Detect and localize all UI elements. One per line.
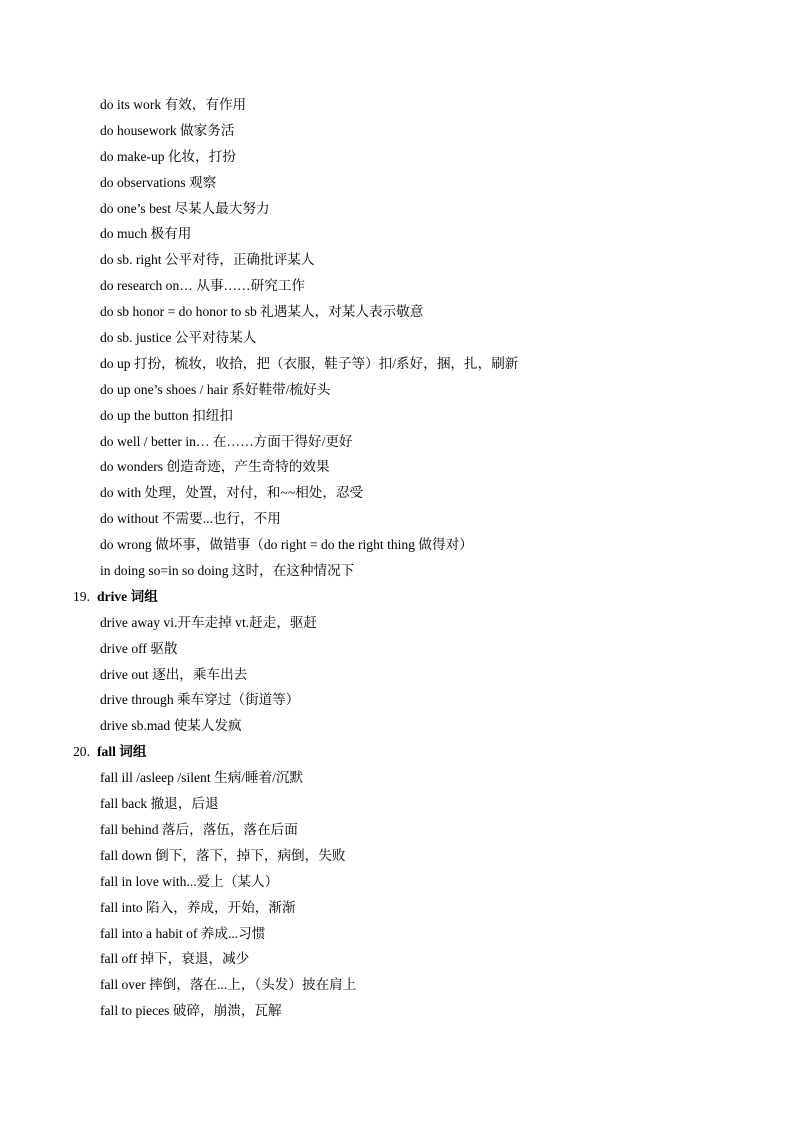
list-item: fall in love with...爱上（某人） — [100, 873, 279, 889]
list-item: do up one’s shoes / hair 系好鞋带/梳好头 — [100, 381, 331, 397]
list-item: drive away vi.开车走掉 vt.赶走，驱赶 — [100, 614, 318, 630]
list-item: do its work 有效，有作用 — [100, 97, 247, 112]
list-item: do make-up 化妆，打扮 — [100, 148, 236, 164]
list-item: do up the button 扣纽扣 — [100, 407, 233, 423]
list-item: do housework 做家务活 — [100, 122, 235, 138]
section-heading-fall — [0, 739, 800, 765]
list-item: fall over 摔倒，落在...上，（头发）披在肩上 — [100, 977, 357, 993]
list-item: fall back 撤退，后退 — [100, 796, 219, 812]
list-item: do well / better in… 在……方面干得好/更好 — [100, 433, 353, 449]
list-item: do sb. justice 公平对待某人 — [100, 330, 257, 346]
list-item: do one’s best 尽某人最大努力 — [100, 200, 270, 216]
list-item: do wonders 创造奇迹，产生奇特的效果 — [100, 459, 330, 475]
list-item: do wrong 做坏事，做错事（do right = do the right thing 做得对） — [100, 537, 473, 553]
list-item: fall into 陷入，养成，开始，渐渐 — [100, 899, 296, 915]
section-heading-drive — [0, 584, 800, 610]
list-item: do sb. right 公平对待，正确批评某人 — [100, 252, 315, 268]
list-item: fall off 掉下，衰退，减少 — [100, 951, 250, 967]
list-item: drive off 驱散 — [100, 640, 178, 656]
list-item: drive through 乘车穿过（街道等） — [100, 692, 300, 708]
list-item: do without 不需要...也行，不用 — [100, 511, 281, 527]
list-item: fall into a habit of 养成...习惯 — [100, 925, 266, 941]
list-item: do observations 观察 — [100, 174, 217, 190]
section-title: drive 词组 — [97, 588, 158, 604]
list-item: drive sb.mad 使某人发疯 — [100, 718, 242, 734]
document-page — [0, 92, 800, 1024]
list-item: do sb honor = do honor to sb 礼遇某人，对某人表示敬意 — [100, 304, 424, 320]
list-item: do up 打扮，梳妆，收拾，把（衣服，鞋子等）扣/系好，捆，扎，刷新 — [100, 355, 519, 371]
list-item: fall down 倒下，落下，掉下，病倒，失败 — [100, 847, 346, 863]
section-number: 20. — [73, 744, 90, 760]
list-item: fall to pieces 破碎，崩溃，瓦解 — [100, 1003, 282, 1019]
list-item: do with 处理，处置，对付，和~~相处，忍受 — [100, 485, 364, 501]
list-item: do research on… 从事……研究工作 — [100, 278, 306, 294]
list-item: in doing so=in so doing 这时，在这种情况下 — [100, 563, 355, 579]
list-item: do much 极有用 — [100, 226, 192, 242]
list-item: drive out 逐出，乘车出去 — [100, 666, 248, 682]
list-item: fall behind 落后，落伍，落在后面 — [100, 821, 298, 837]
list-item: fall ill /asleep /silent 生病/睡着/沉默 — [100, 770, 304, 786]
section-title: fall 词组 — [97, 744, 147, 760]
section-number: 19. — [73, 588, 90, 604]
